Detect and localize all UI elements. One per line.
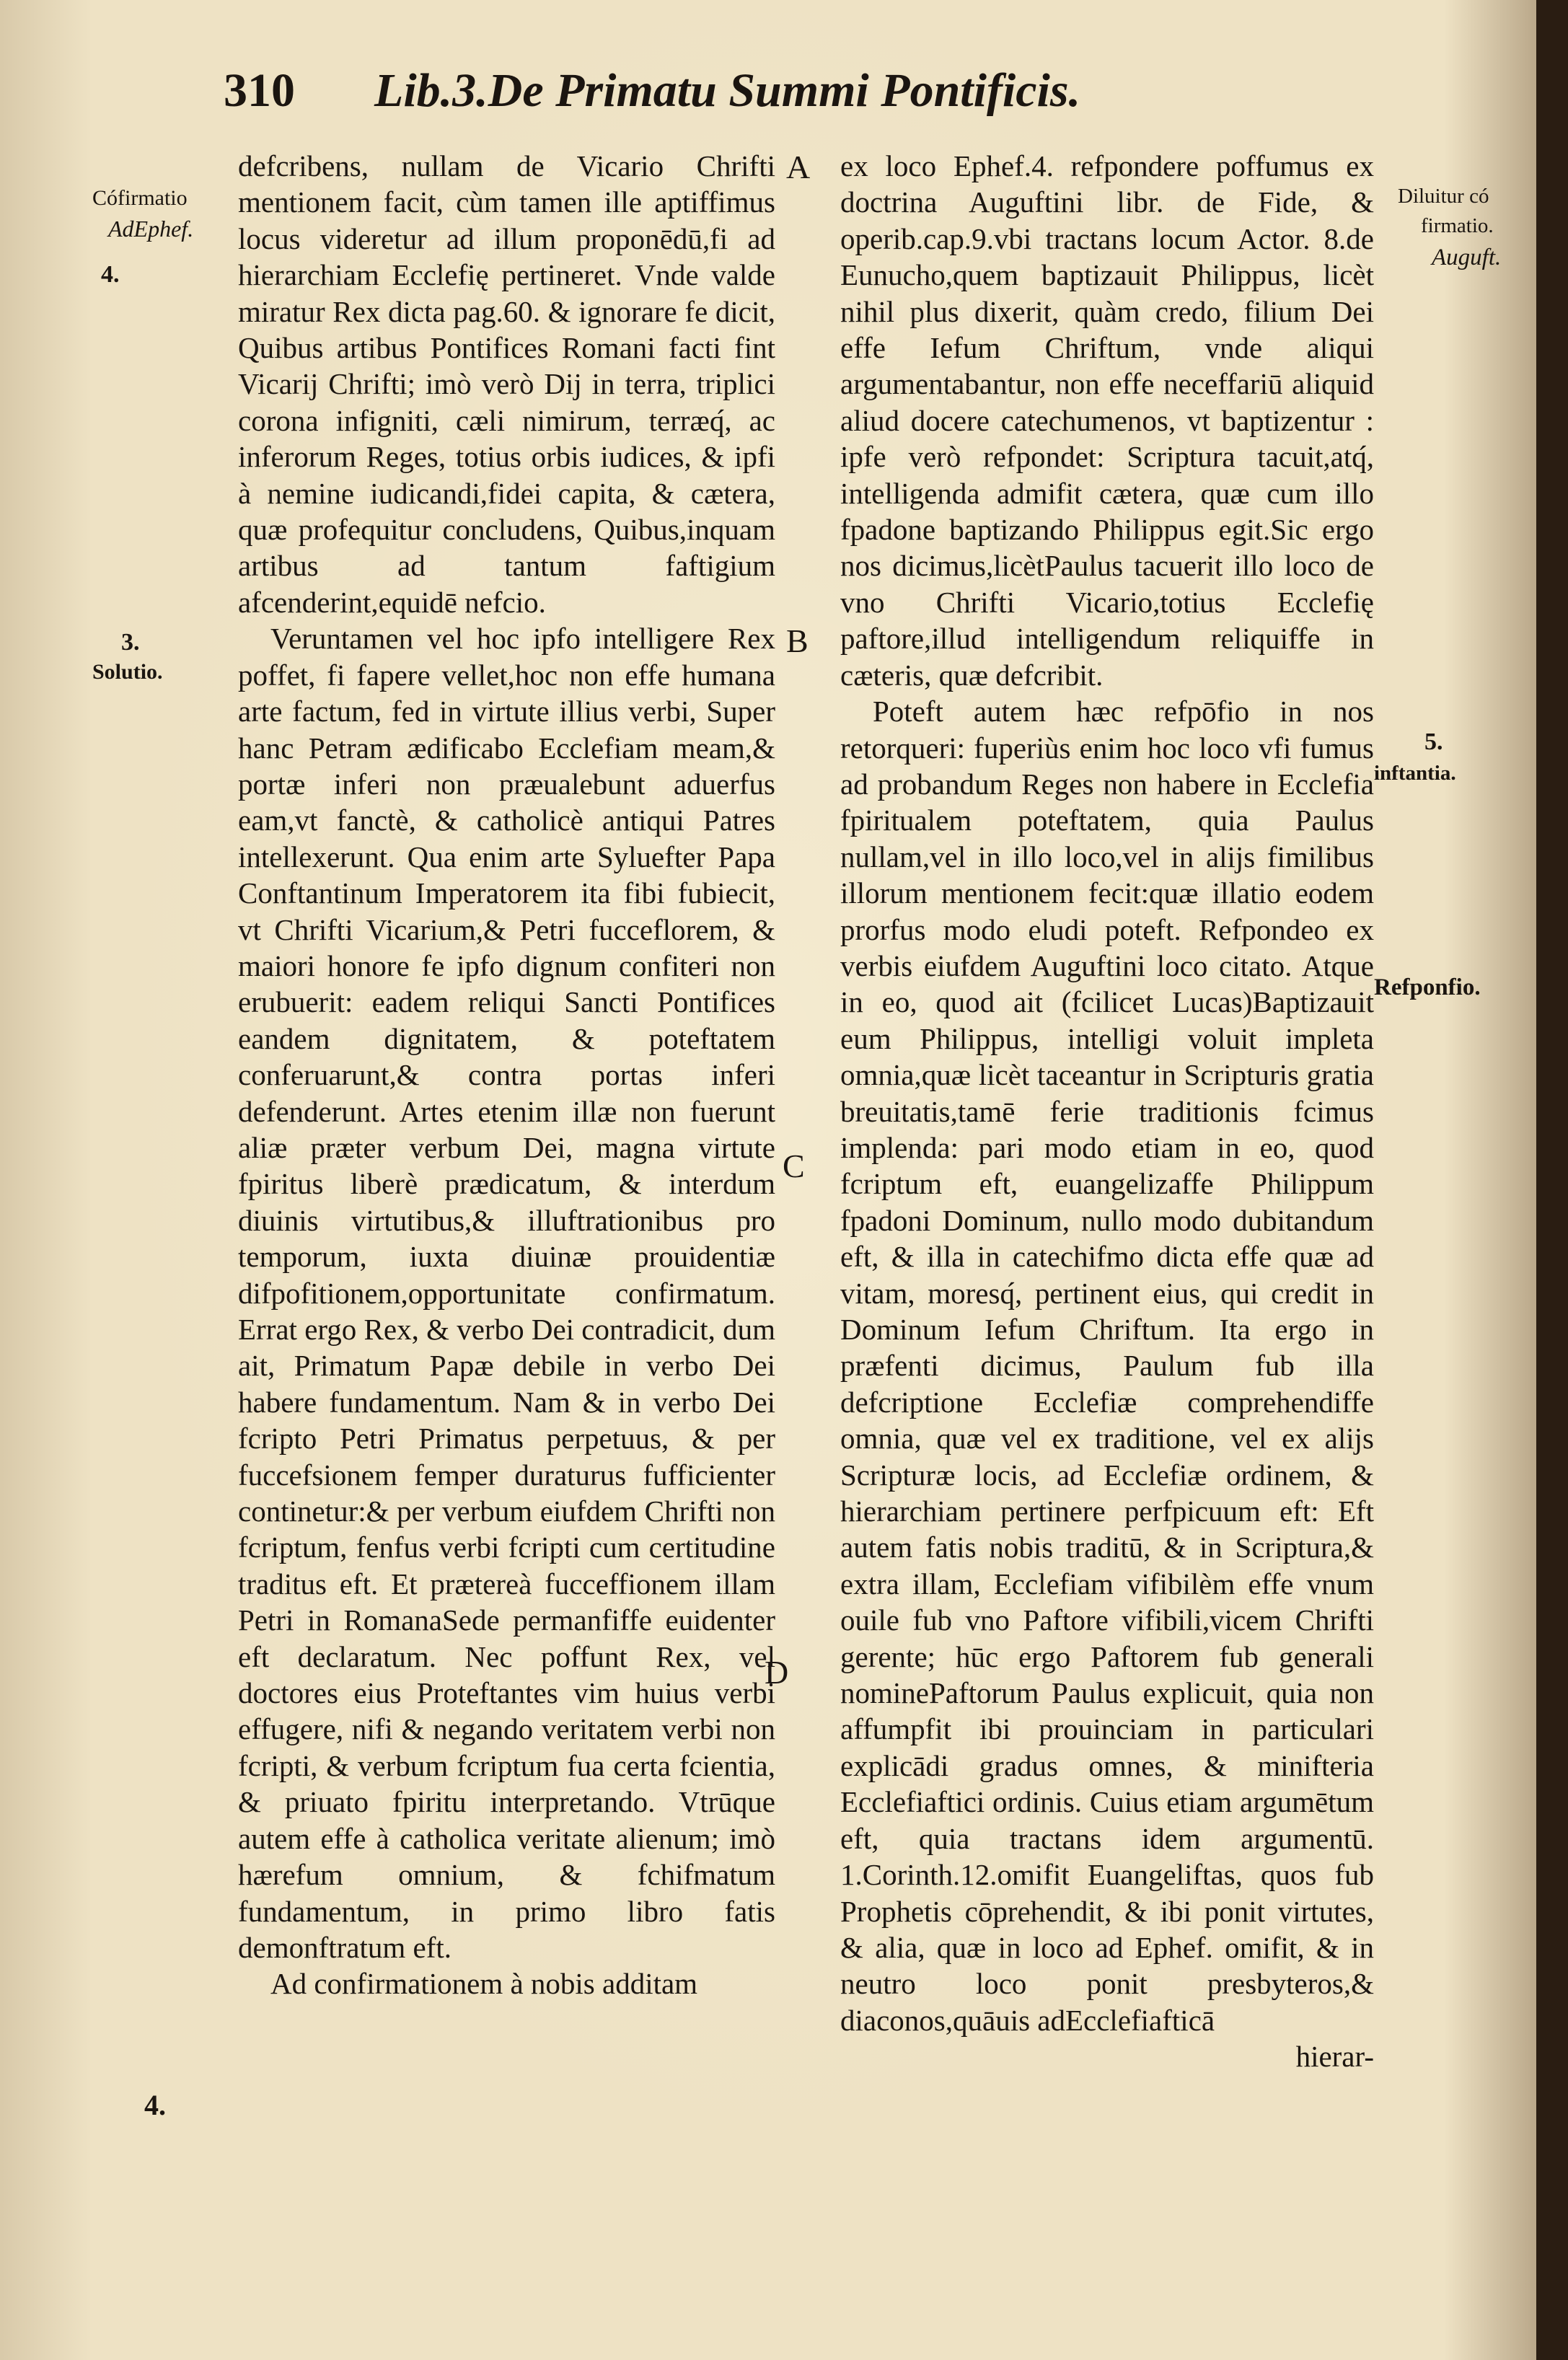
left-text-column xyxy=(238,148,775,2002)
margin-number: 4. xyxy=(101,261,120,288)
running-title: Lib.3.De Primatu Summi Pontificis. xyxy=(374,64,1081,117)
margin-number: 4. xyxy=(144,2089,166,2121)
section-letter: D xyxy=(765,1654,789,1691)
catchword: hierar- xyxy=(1295,2040,1374,2074)
paragraph: defcribens, nullam de Vicario Chrifti mentionem facit, cùm tamen ille aptiffimus locus videretur ad illum proponēdū,fi ad hierarchiam Ecclefię pertineret. Vnde valde miratur Rex dicta pag.60. & ignorare fe dicit, Quibus artibus Pontifices Romani facti fint Vicarij Chrifti; imò verò Dij in terra, triplici corona infigniti, cæli nimirum, terræq́, ac inferorum Reges, totius orbis iudices, & ipfi à nemine iudicandi,fidei capita, & cætera, quæ profequitur concludens, Quibus,inquam artibus ad tantum faftigium afcenderint,equidē nefcio. xyxy=(238,149,775,619)
margin-note-august: Auguft. xyxy=(1432,245,1502,270)
paragraph: Poteft autem hæc refpōfio in nos retorqueri: fuperiùs enim hoc loco vfi fumus ad probandum Reges non habere in Ecclefia fpiritualem poteftatem, quia Paulus nullam,vel in illo loco,vel in alijs fimilibus illorum mentionem fecit:quæ illatio eodem prorfus modo eludi poteft. Refpondeo ex verbis eiufdem Auguftini loco citato. Atque in eo, quod ait (fcilicet Lucas)Baptizauit eum Philippus, intelligi voluit impleta omnia,quæ licèt taceantur in Scripturis gratia breuitatis,tamē ferie traditionis fcimus implenda: pari modo etiam in eo, quod fcriptum eft, euangelizaffe Philippum fpadoni Dominum, nullo modo dubitandum eft, & illa in catechifmo dicta effe quæ ad vitam, moresq́, pertinent eius, qui credit in Dominum Iefum Chriftum. Ita ergo in præfenti dicimus, Paulum fub illa defcriptione Ecclefiæ comprehendiffe omnia, quæ vel ex traditione, vel ex alijs Scripturæ locis, ad Ecclefiæ ordinem, & hierarchiam pertinere perfpicuum eft: Eft autem fatis nobis traditū, & in Scriptura,& extra illam, Ecclefiam vifibilèm effe vnum ouile fub vno Paftore vifibili,vicem Chrifti gerente; hūc ergo Paftorem fub generali nominePaftorum Paulus explicuit, quia non affumpfit ibi prouinciam in particulari explicādi gradus omnes, & minifteria Ecclefiaftici ordinis. Cuius etiam argumētum eft, quia tractans idem argumentū. 1.Corinth.12.omifit Euangeliftas, quos fub Prophetis cōprehendit, & ibi ponit virtutes, & alia, quæ in loco ad Ephef. omifit, & in neutro loco ponit presbyteros,& diaconos,quāuis adEcclefiafticā xyxy=(840,695,1374,2037)
section-letter: C xyxy=(783,1148,805,1184)
section-letter: A xyxy=(786,149,811,185)
page-number: 310 xyxy=(224,64,295,117)
margin-note-firmatio: firmatio. xyxy=(1421,214,1494,237)
section-letter: B xyxy=(786,622,809,659)
margin-note-responsio: Refponfio. xyxy=(1374,974,1481,1000)
margin-note-ad-ephes: AdEphef. xyxy=(108,216,194,242)
margin-note-solutio: Solutio. xyxy=(92,660,163,684)
margin-number: 3. xyxy=(121,629,140,656)
margin-note-instantia: inftantia. xyxy=(1374,762,1456,785)
paragraph: Veruntamen vel hoc ipfo intelligere Rex poffet, fi fapere vellet,hoc non effe humana arte factum, fed in virtute illius verbi, Super hanc Petram ædificabo Ecclefiam meam,& portæ inferi non præualebunt aduerfus eam,vt fanctè, & catholicè antiqui Patres intellexerunt. Qua enim arte Syluefter Papa Conftantinum Imperatorem ita fibi fubiecit, vt Chrifti Vicarium,& Petri fucceflorem, & maiori honore fe ipfo dignum confiteri non erubuerit: eadem reliqui Sancti Pontifices eandem dignitatem, & poteftatem conferuarunt,& contra portas inferi defenderunt. Artes etenim illæ non fuerunt aliæ præter verbum Dei, magna virtute fpiritus liberè prædicatum, & interdum diuinis virtutibus,& illuftrationibus pro temporum, iuxta diuinæ prouidentiæ difpofitionem,opportunitate confirmatum. Errat ergo Rex, & verbo Dei contradicit, dum ait, Primatum Papæ debile in verbo Dei habere fundamentum. Nam & in verbo Dei fcripto Petri Primatus perpetuus, & per fuccefsionem femper duraturus fufficienter continetur:& per verbum eiufdem Chrifti non fcriptum, fenfus verbi fcripti cum certitudine traditus eft. Et prætereà fucceffionem illam Petri in RomanaSede permanfiffe euidenter eft declaratum. Nec poffunt Rex, vel doctores eius Proteftantes vim huius verbi effugere, nifi & negando veritatem verbi non fcripti, & verbum fcriptum fua certa fcientia, & priuato fpiritu interpretando. Vtrūque autem effe à catholica veritate alienum; imò hærefum omnium, & fchifmatum fundamentum, in primo libro fatis demonftratum eft. xyxy=(238,622,775,1964)
paragraph: Ad confirmationem à nobis additam xyxy=(270,1967,698,2001)
margin-note-confirmatio: Cófirmatio xyxy=(92,186,188,210)
margin-note-diluitur: Diluitur có xyxy=(1398,185,1489,208)
margin-number: 5. xyxy=(1424,728,1443,755)
right-text-column xyxy=(840,148,1374,2075)
running-head xyxy=(224,63,1248,118)
paragraph: ex loco Ephef.4. refpondere poffumus ex doctrina Auguftini libr. de Fide, & operib.cap.9.vbi tractans locum Actor. 8.de Eunucho,quem baptizauit Philippus, licèt nihil plus dixerit, quàm credo, filium Dei effe Iefum Chriftum, vnde aliqui argumentabantur, non effe neceffariū aliquid aliud docere catechumenos, vt baptizentur : ipfe verò refpondet: Scriptura tacuit,atq́, intelligenda admifit cætera, quæ cum illo fpadone baptizando Philippus egit.Sic ergo nos dicimus,licètPaulus tacuerit illo loco de vno Chrifti Vicario,totius Ecclefię paftore,illud intelligendum reliquiffe in cæteris, quæ defcribit. xyxy=(840,149,1374,692)
